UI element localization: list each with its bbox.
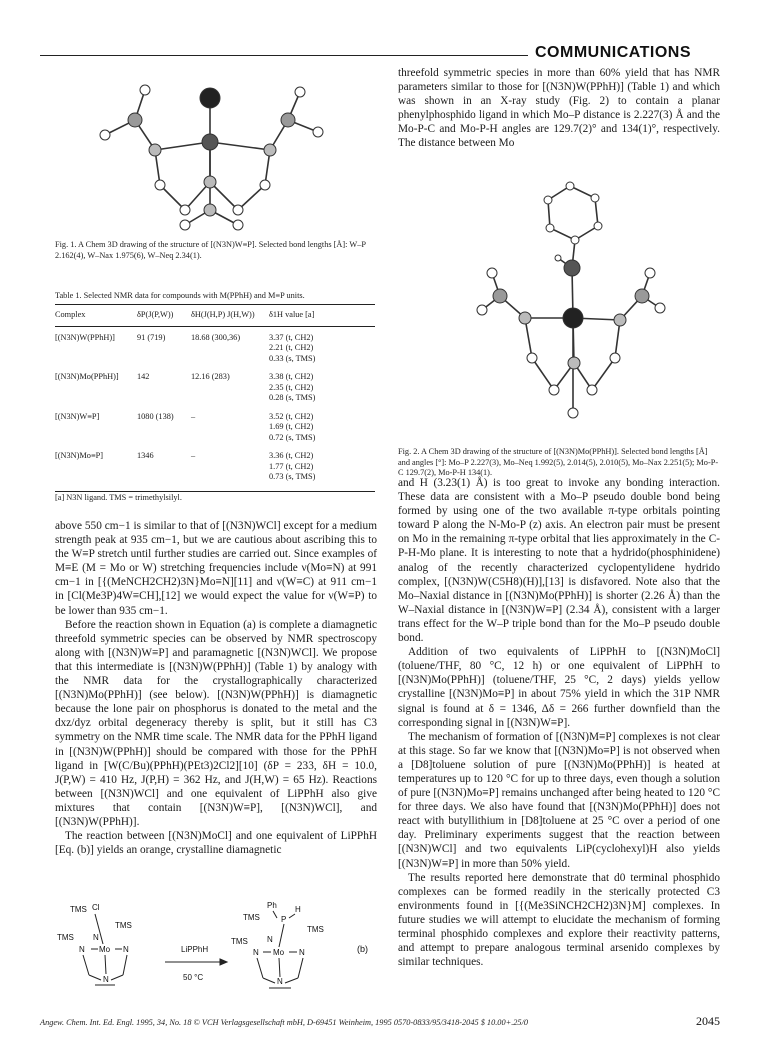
scheme-label: N <box>123 945 129 954</box>
nmr-table <box>55 305 375 491</box>
proton-values-cell <box>269 333 375 373</box>
header-rule <box>40 55 528 56</box>
scheme-label: N <box>93 933 99 942</box>
col-header: δ1H value [a] <box>269 310 315 319</box>
proton-value: 0.73 (s, TMS) <box>269 472 316 481</box>
proton-value: 1.69 (t, CH2) <box>269 422 314 431</box>
proton-value: 3.38 (t, CH2) <box>269 372 314 381</box>
complex-cell: [(N3N)W(PPhH)] <box>55 332 115 342</box>
temperature-label: 50 °C <box>183 973 204 982</box>
scheme-label: TMS <box>231 937 248 946</box>
scheme-label: Cl <box>92 903 100 912</box>
proton-value: 1.77 (t, CH2) <box>269 461 314 471</box>
delta-h-cell: – <box>191 451 196 460</box>
scheme-label: Ph <box>267 901 277 910</box>
paragraph: threefold symmetric species in more than 60% yield that has NMR parameters similar to those for [(N3N)W(PPhH)] (Table 1) and which was shown in an X-ray study (Fig. 2) to contain a planar phenylphosphido ligand in which Mo–P distance is 2.227(3) Å and the Mo-P-C and Mo-P-H angles are 129.7(2)° and 134(1)°, respectively. The distance between Mo <box>398 67 720 150</box>
scheme-label: N <box>253 948 259 957</box>
col-header: δH(J(H,P) J(H,W)) <box>191 310 255 319</box>
paragraph: Before the reaction shown in Equation (a) is complete a diamagnetic threefold symmetric species can be observed by NMR spectroscopy along with [(N3N)W≡P] and paramagnetic [(N3N)WCl]. We propose that this intermediate is [(N3N)W(PPhH)] (Table 1) by analogy with the NMR data for the crystallographically characterized [(N3N)Mo(PPhH)] (see below). [(N3N)W(PPhH)] is diamagnetic because the lone pair on phosphorus is donated to the metal and the dxz/dyz orbital degeneracy thereby is split, but it still has C3 symmetry on the NMR time scale. The NMR data for the PPhH ligand in [(N3N)W(PPhH)] should be compared with those for the PPhH ligand in [W(C/Bu)(PPhH)(PEt3)2Cl2][10] (δP = 233, δH = 10.0, J(P,W) = 410 Hz, J(P,H) = 362 Hz, and J(H,W) = 65 Hz). Reactions between [(N3N)WCl] and one equivalent of LiPPhH also give mixtures that contain [(N3N)W≡P], [(N3N)WCl], and [(N3N)W(PPhH)]. <box>55 618 377 828</box>
scheme-label: N <box>103 975 109 984</box>
proton-values-cell <box>269 372 375 412</box>
paragraph: Addition of two equivalents of LiPPhH to [(N3N)MoCl] (toluene/THF, 80 °C, 12 h) or one equivalent of LiPPhH to [(N3N)Mo(PPhH)] (toluene/THF, 25 °C, 2 days) yields yellow crystalline [(N3N)Mo≡P] in about 75% yield in which the 31P NMR signal is found at δ = 1346, Δδ = 266 further downfield than the corresponding signal in [(N3N)W≡P]. <box>398 646 720 729</box>
delta-h-cell: 18.68 (300,36) <box>191 332 241 342</box>
section-heading: COMMUNICATIONS <box>535 44 692 61</box>
scheme-label: Mo <box>273 948 285 957</box>
scheme-label: N <box>267 935 273 944</box>
figure-2-structure <box>470 168 670 438</box>
scheme-label: TMS <box>57 933 74 942</box>
proton-value: 3.52 (t, CH2) <box>269 411 314 421</box>
scheme-label: TMS <box>307 925 324 934</box>
complex-cell: [(N3N)Mo≡P] <box>55 451 104 460</box>
scheme-label: N <box>79 945 85 954</box>
delta-p-cell: 91 (719) <box>137 332 166 342</box>
column-1-text <box>55 519 377 857</box>
proton-value: 0.72 (s, TMS) <box>269 432 316 442</box>
delta-h-cell: – <box>191 411 196 421</box>
delta-p-cell: 1346 <box>137 451 154 460</box>
table-header-row <box>55 305 375 326</box>
scheme-label: P <box>281 915 287 924</box>
equation-b-scheme <box>55 900 380 1008</box>
complex-cell: [(N3N)W≡P] <box>55 411 100 421</box>
reagent-label: LiPPhH <box>181 945 209 954</box>
proton-value: 3.36 (t, CH2) <box>269 451 314 460</box>
scheme-label: TMS <box>243 913 260 922</box>
delta-h-cell: 12.16 (283) <box>191 372 230 381</box>
page-footer: Angew. Chem. Int. Ed. Engl. 1995, 34, No. 18 © VCH Verlagsgesellschaft mbH, D-69451 Weinheim, 1995 0570-0833/95/3418-2045 $ 10.00+.25/0 <box>40 1018 529 1027</box>
proton-value: 0.33 (s, TMS) <box>269 353 316 363</box>
paragraph: above 550 cm−1 is similar to that of [(N3N)WCl] except for a medium strength peak at 935 cm−1, but we are cautious about ascribing this to the W≡P stretch until further studies are carried out. Since examples of M≡E (M = Mo or W) stretching frequencies include ν(Mo≡N) at 991 cm−1 in [{(MeNCH2CH2)3N}Mo≡N][11] and ν(W≡C) at 911 cm−1 in [Cl(Me3P)4W≡CH],[12] we would expect the value for ν(W≡P) to be lower than 935 cm−1. <box>55 520 377 617</box>
scheme-label: TMS <box>115 921 132 930</box>
figure-2-caption: Fig. 2. A Chem 3D drawing of the structure of [(N3N)Mo(PPhH)]. Selected bond lengths [Å] and angles [°]: Mo–P 2.227(3), Mo–Neq 1.992(5), 2.014(5), 2.010(5), Mo–Nax 2.251(5); Mo-P-C 129.7(2), Mo-P-H 134(1). <box>398 447 719 477</box>
proton-value: 2.21 (t, CH2) <box>269 343 314 352</box>
page-number: 2045 <box>696 1014 720 1028</box>
proton-value: 2.35 (t, CH2) <box>269 382 314 392</box>
scheme-label: TMS <box>70 905 87 914</box>
scheme-label: N <box>277 977 283 986</box>
table-row <box>55 451 375 491</box>
proton-value: 0.28 (s, TMS) <box>269 393 316 402</box>
figure-1-structure <box>60 70 350 235</box>
equation-number: (b) <box>357 944 368 954</box>
table-row <box>55 333 375 373</box>
column-2-text <box>398 476 720 969</box>
delta-p-cell: 142 <box>137 372 150 381</box>
table-1 <box>55 304 375 492</box>
paragraph: The results reported here demonstrate that d0 terminal phosphido complexes can be formed readily in the sterically protected C3 environments found in [{(Me3SiNCH2CH2)3N}M] complexes. In future studies we will attempt to elucidate the mechanism of forming terminal phosphido complexes and explore their reactivity patterns, and attempt to prepare analogous terminal arsenido complexes by similar techniques. <box>398 871 720 969</box>
scheme-label: Mo <box>99 945 111 954</box>
proton-value: 3.37 (t, CH2) <box>269 332 314 342</box>
table-row <box>55 412 375 452</box>
table-1-footnote: [a] N3N ligand. TMS = trimethylsilyl. <box>55 493 182 502</box>
column-2-top-text <box>398 66 720 151</box>
table-row <box>55 372 375 412</box>
col-header: Complex <box>55 310 86 319</box>
table-bottom-rule <box>55 491 375 492</box>
paragraph: The reaction between [(N3N)MoCl] and one equivalent of LiPPhH [Eq. (b)] yields an orange, crystalline diamagnetic <box>55 830 377 857</box>
proton-values-cell <box>269 412 375 452</box>
scheme-label: N <box>299 948 305 957</box>
complex-cell: [(N3N)Mo(PPhH)] <box>55 372 119 381</box>
figure-1-caption: Fig. 1. A Chem 3D drawing of the structure of [(N3N)W≡P]. Selected bond lengths [Å]: W–P 2.162(4), W–Nax 1.975(6), W–Neq 2.34(1). <box>55 240 366 260</box>
col-header: δP(J(P,W)) <box>137 310 174 319</box>
paragraph: The mechanism of formation of [(N3N)M≡P] complexes is not clear at this stage. So far we know that [(N3N)Mo≡P] is not observed when a [D8]toluene solution of pure [(N3N)Mo(PPhH)] is heated at temperatures up to 120 °C for up to three days, even though a solution of pure [(N3N)Mo≡P] remains unchanged after being heated to 120 °C for three days. We also have found that [(N3N)Mo(PPhH)] does not react with butyllithium in [D8]toluene at 25 °C over a period of one day. Preliminary experiments suggest that the reaction between [(N3N)WCl] and two equivalents LiP(cyclohexyl)H also yields [(N3N)W≡P] in more than 50% yield. <box>398 730 720 870</box>
delta-p-cell: 1080 (138) <box>137 411 174 421</box>
table-1-title: Table 1. Selected NMR data for compounds with M(PPhH) and M≡P units. <box>55 291 305 300</box>
scheme-label: H <box>295 905 301 914</box>
paragraph: and H (3.23(1) Å) is too great to invoke any bonding interaction. These data are consistent with a Mo–P pseudo double bond being formed by using one of the two available π-type orbitals pointing toward P along the N-Mo-P (z) axis. An electron pair must be present on Mo in the remaining π-type orbital that lies approximately in the C-P-H-Mo plane. It is interesting to note that a hydrido(phosphinidene) analog of the recently characterized cyclopentylidene hydrido complex, [(N3N)W(C5H8)(H)],[13] is disfavored. Note also that the Mo–Naxial distance in [(N3N)Mo(PPhH)] is shorter (2.26 Å) than the W–Naxial distance in [(N3N)W≡P] (2.34 Å), consistent with a larger trans effect for the W–P triple bond than for the Mo–P pseudo double bond. <box>398 477 720 645</box>
proton-values-cell <box>269 451 375 491</box>
